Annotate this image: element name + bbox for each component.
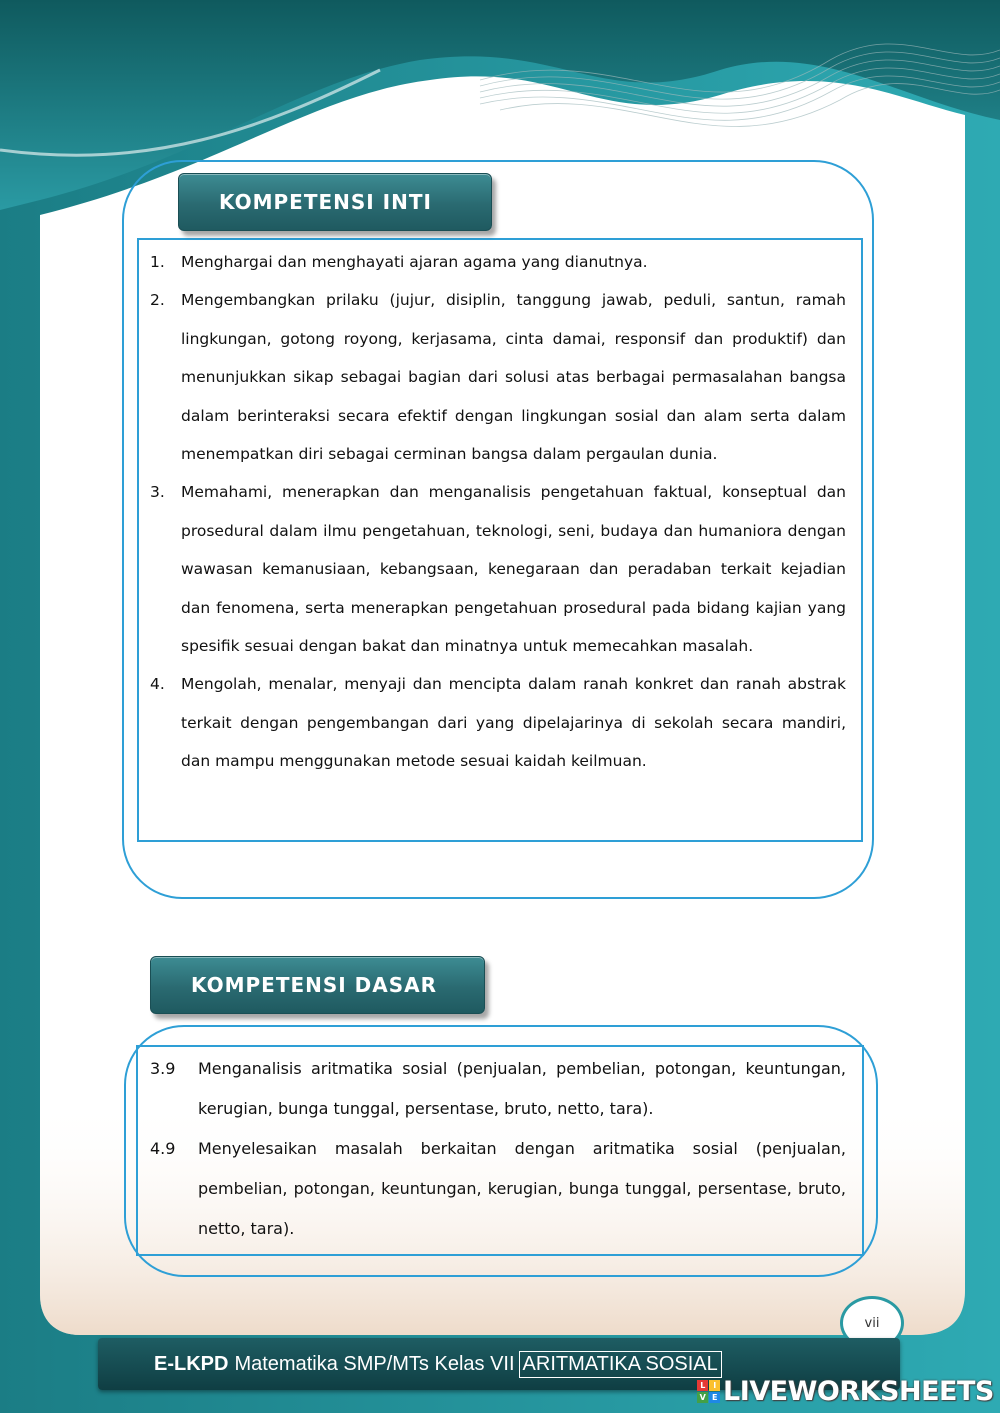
page-number: vii: [840, 1296, 904, 1350]
kompetensi-dasar-list: [150, 1049, 846, 1249]
logo-letter: I: [709, 1380, 720, 1391]
item-text: Menganalisis aritmatika sosial (penjualan, pembelian, potongan, keuntungan, kerugian, bunga tunggal, persentase, bruto, netto, tara).: [198, 1059, 846, 1118]
liveworksheets-watermark: [697, 1376, 994, 1407]
list-item: [150, 281, 846, 473]
logo-letter: V: [697, 1392, 708, 1403]
kompetensi-inti-list: [150, 243, 846, 781]
item-number: 4.9: [150, 1139, 176, 1158]
item-text: Mengolah, menalar, menyaji dan mencipta dalam ranah konkret dan ranah abstrak terkait dengan pengembangan dari yang dipelajarinya di sekolah secara mandiri, dan mampu menggunakan metode sesuai kaidah keilmuan.: [181, 675, 846, 771]
item-text: Mengembangkan prilaku (jujur, disiplin, tanggung jawab, peduli, santun, ramah lingkungan, gotong royong, kerjasama, cinta damai, responsif dan produktif) dan menunjukkan sikap sebagai bagian dari solusi atas berbagai permasalahan bangsa dalam berinteraksi secara efektif dengan lingkungan sosial dan alam serta dalam menempatkan diri sebagai cerminan bangsa dalam pergaulan dunia.: [181, 291, 846, 464]
logo-letter: E: [709, 1392, 720, 1403]
liveworksheets-logo-icon: [697, 1380, 720, 1403]
item-number: 3.9: [150, 1059, 176, 1078]
list-item: [150, 473, 846, 665]
item-text: Memahami, menerapkan dan menganalisis pengetahuan faktual, konseptual dan prosedural dalam ilmu pengetahuan, teknologi, seni, budaya dan humaniora dengan wawasan kemanusiaan, kebangsaan, kenegaraan dan peradaban terkait kejadian dan fenomena, serta menerapkan pengetahuan prosedural pada bidang kajian yang spesifik sesuai dengan bakat dan minatnya untuk memecahkan masalah.: [181, 483, 846, 656]
item-number: 1.: [150, 253, 165, 271]
watermark-text: LIVEWORKSHEETS: [723, 1376, 994, 1407]
footer-topic: ARITMATIKA SOSIAL: [519, 1351, 722, 1378]
list-item: [150, 665, 846, 780]
item-text: Menghargai dan menghayati ajaran agama yang dianutnya.: [181, 253, 648, 271]
list-item: [150, 243, 846, 281]
kompetensi-inti-heading: KOMPETENSI INTI: [178, 173, 492, 231]
list-item: [150, 1049, 846, 1129]
item-number: 3.: [150, 483, 165, 502]
logo-letter: L: [697, 1380, 708, 1391]
item-number: 2.: [150, 291, 165, 310]
footer-subtitle: Matematika SMP/MTs Kelas VII: [234, 1352, 515, 1375]
item-number: 4.: [150, 675, 165, 694]
item-text: Menyelesaikan masalah berkaitan dengan aritmatika sosial (penjualan, pembelian, potongan, keuntungan, kerugian, bunga tunggal, persentase, bruto, netto, tara).: [198, 1139, 846, 1238]
footer-label: E-LKPD: [154, 1352, 229, 1375]
list-item: [150, 1129, 846, 1249]
kompetensi-dasar-heading: KOMPETENSI DASAR: [150, 956, 485, 1014]
